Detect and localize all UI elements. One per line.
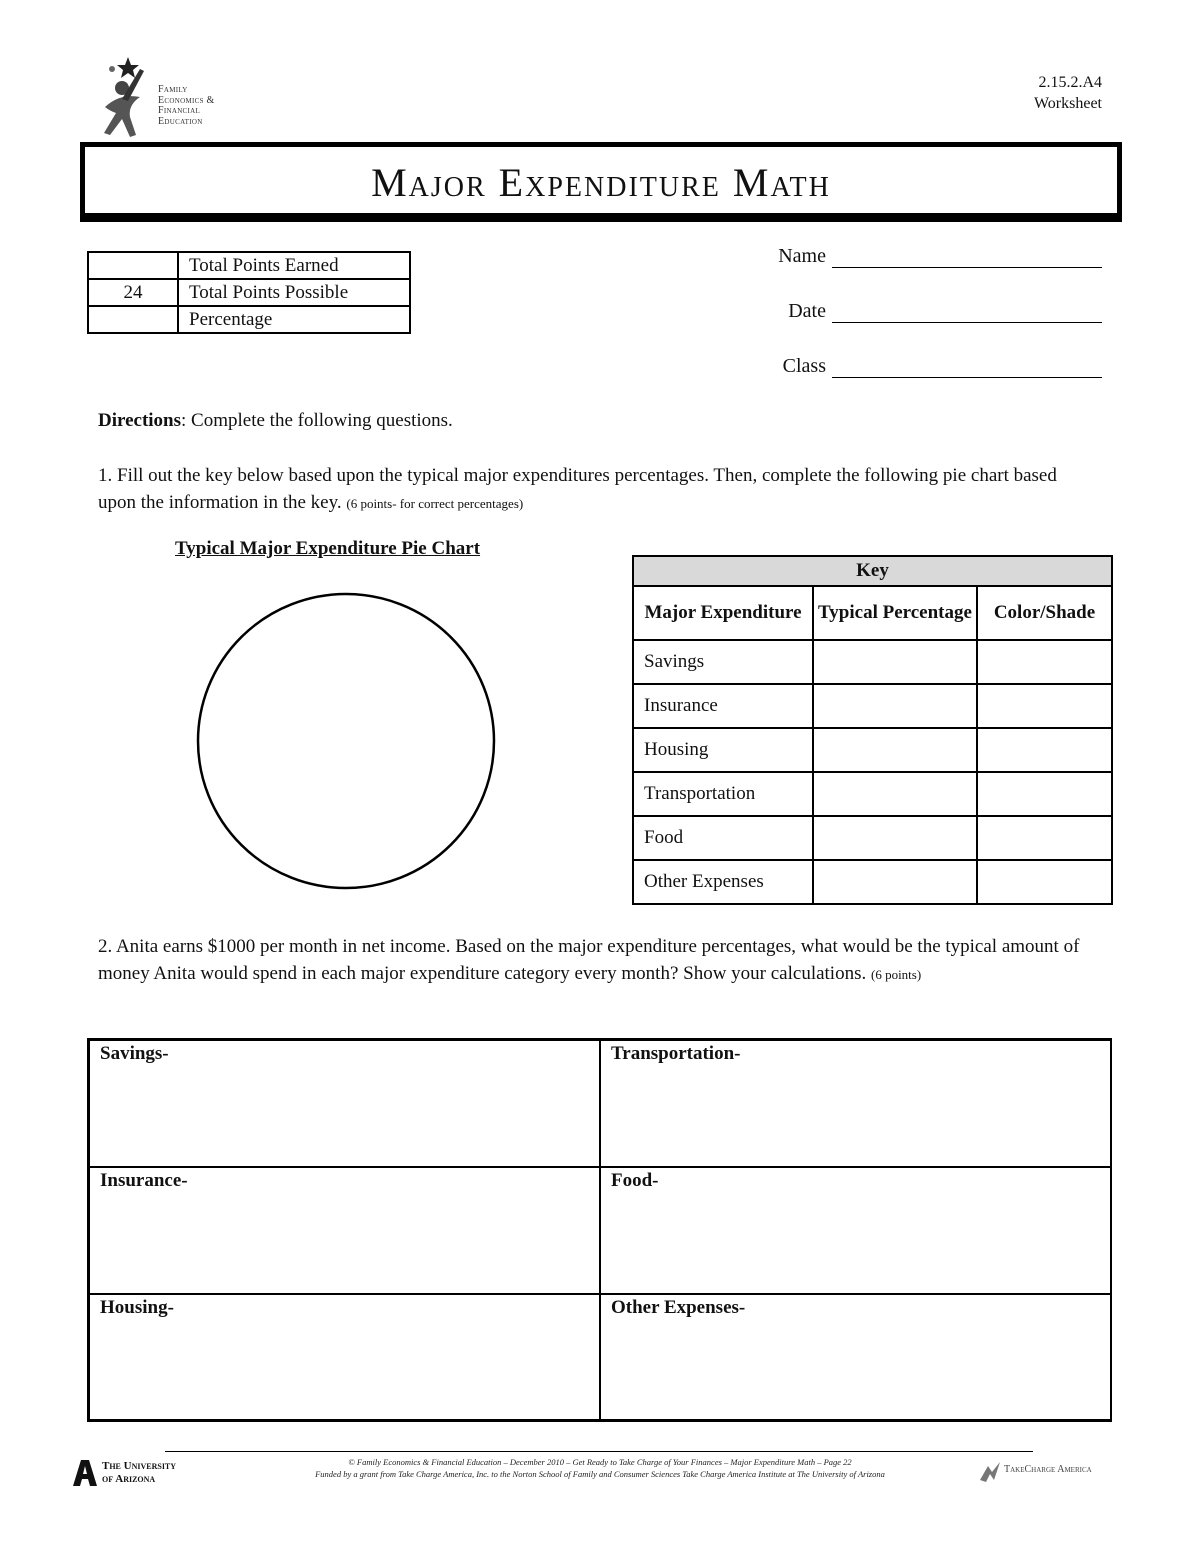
key-title-row	[633, 556, 1112, 586]
key-row	[633, 728, 1112, 772]
question-1-points: (6 points- for correct percentages)	[346, 496, 524, 511]
percentage-input[interactable]	[813, 684, 977, 728]
question-2-points: (6 points)	[870, 967, 922, 982]
logo-line-4: Education	[158, 115, 203, 127]
points-row	[88, 306, 410, 333]
col-major-expenditure: Major Expenditure	[633, 586, 813, 640]
points-row	[88, 252, 410, 279]
pie-chart-title: Typical Major Expenditure Pie Chart	[175, 538, 481, 559]
calc-cell-food[interactable]: Food-	[600, 1167, 1111, 1294]
date-line[interactable]	[832, 302, 1102, 323]
percentage-input[interactable]	[813, 860, 977, 904]
points-earned-value	[88, 252, 178, 279]
date-label: Date	[788, 300, 826, 322]
points-earned-label: Total Points Earned	[178, 252, 410, 279]
key-row	[633, 684, 1112, 728]
class-line[interactable]	[832, 357, 1102, 378]
ua-logo-text	[102, 1460, 176, 1486]
directions	[98, 410, 453, 432]
key-row-label: Food	[633, 816, 813, 860]
question-2-text: 2. Anita earns $1000 per month in net income. Based on the major expenditure percentages, what would be the typical amount of money Anita would spend in each major expenditure category every month? Show your calculations.	[98, 936, 1080, 984]
color-input[interactable]	[977, 772, 1112, 816]
color-input[interactable]	[977, 640, 1112, 684]
date-field[interactable]	[788, 300, 1102, 323]
class-label: Class	[782, 355, 826, 377]
logo-text	[158, 85, 215, 127]
figure-star-icon	[100, 55, 160, 140]
doc-type: Worksheet	[1033, 95, 1102, 112]
points-table	[87, 251, 411, 334]
percentage-input[interactable]	[813, 640, 977, 684]
points-possible-label: Total Points Possible	[178, 279, 410, 306]
ua-line-1: The University	[102, 1460, 177, 1472]
footer-copyright: © Family Economics & Financial Education – December 2010 – Get Ready to Take Charge of Your Finances – Major Expenditure Math – Page 22	[348, 1457, 852, 1467]
calc-cell-other-expenses[interactable]: Other Expenses-	[600, 1294, 1111, 1420]
key-row-label: Other Expenses	[633, 860, 813, 904]
calc-cell-transportation[interactable]: Transportation-	[600, 1040, 1111, 1167]
logo-line-3: Financial	[158, 105, 201, 116]
key-row-label: Transportation	[633, 772, 813, 816]
title-banner	[80, 142, 1122, 218]
percentage-label: Percentage	[178, 306, 410, 333]
percentage-input[interactable]	[813, 728, 977, 772]
calculation-grid	[87, 1038, 1112, 1422]
percentage-value	[88, 306, 178, 333]
col-color-shade: Color/Shade	[977, 586, 1112, 640]
page-title: Major Expenditure Math	[371, 159, 831, 205]
calc-cell-housing[interactable]: Housing-	[89, 1294, 600, 1420]
question-1-text: 1. Fill out the key below based upon the typical major expenditures percentages. Then, complete the following pie chart based upon the information in the key.	[98, 465, 1057, 513]
tca-swoosh-icon	[978, 1460, 1002, 1484]
key-table	[632, 555, 1113, 905]
name-label: Name	[778, 245, 826, 267]
logo-line-1: Family	[158, 84, 188, 95]
name-field[interactable]	[778, 245, 1102, 268]
key-row-label: Insurance	[633, 684, 813, 728]
key-row-label: Savings	[633, 640, 813, 684]
color-input[interactable]	[977, 860, 1112, 904]
document-code	[1034, 72, 1102, 114]
points-row	[88, 279, 410, 306]
directions-text: : Complete the following questions.	[181, 410, 453, 431]
fefe-logo	[100, 55, 240, 140]
doc-code-number: 2.15.2.A4	[1038, 74, 1102, 91]
color-input[interactable]	[977, 684, 1112, 728]
footer-text	[200, 1456, 1000, 1480]
key-row-label: Housing	[633, 728, 813, 772]
tca-logo-text: TakeCharge America	[1004, 1464, 1092, 1475]
key-row	[633, 860, 1112, 904]
key-row	[633, 816, 1112, 860]
question-2	[98, 933, 1098, 988]
key-title: Key	[633, 556, 1112, 586]
key-row	[633, 772, 1112, 816]
key-row	[633, 640, 1112, 684]
blank-pie-circle[interactable]	[196, 592, 496, 890]
calc-cell-savings[interactable]: Savings-	[89, 1040, 600, 1167]
logo-line-2: Economics &	[158, 94, 215, 106]
class-field[interactable]	[783, 355, 1102, 378]
footer-funding: Funded by a grant from Take Charge America, Inc. to the Norton School of Family and Consumer Sciences Take Charge America Institute at The University of Arizona	[315, 1469, 885, 1479]
points-possible-value: 24	[88, 279, 178, 306]
color-input[interactable]	[977, 728, 1112, 772]
take-charge-america-logo	[978, 1460, 1123, 1486]
calc-cell-insurance[interactable]: Insurance-	[89, 1167, 600, 1294]
color-input[interactable]	[977, 816, 1112, 860]
question-1	[98, 462, 1098, 517]
key-header-row	[633, 586, 1112, 640]
arizona-a-icon	[72, 1458, 98, 1488]
percentage-input[interactable]	[813, 816, 977, 860]
university-of-arizona-logo	[72, 1458, 202, 1490]
name-line[interactable]	[832, 247, 1102, 268]
footer-divider	[165, 1451, 1033, 1452]
col-typical-percentage: Typical Percentage	[813, 586, 977, 640]
directions-label: Directions	[98, 410, 182, 431]
percentage-input[interactable]	[813, 772, 977, 816]
ua-line-2: of Arizona	[102, 1473, 156, 1485]
